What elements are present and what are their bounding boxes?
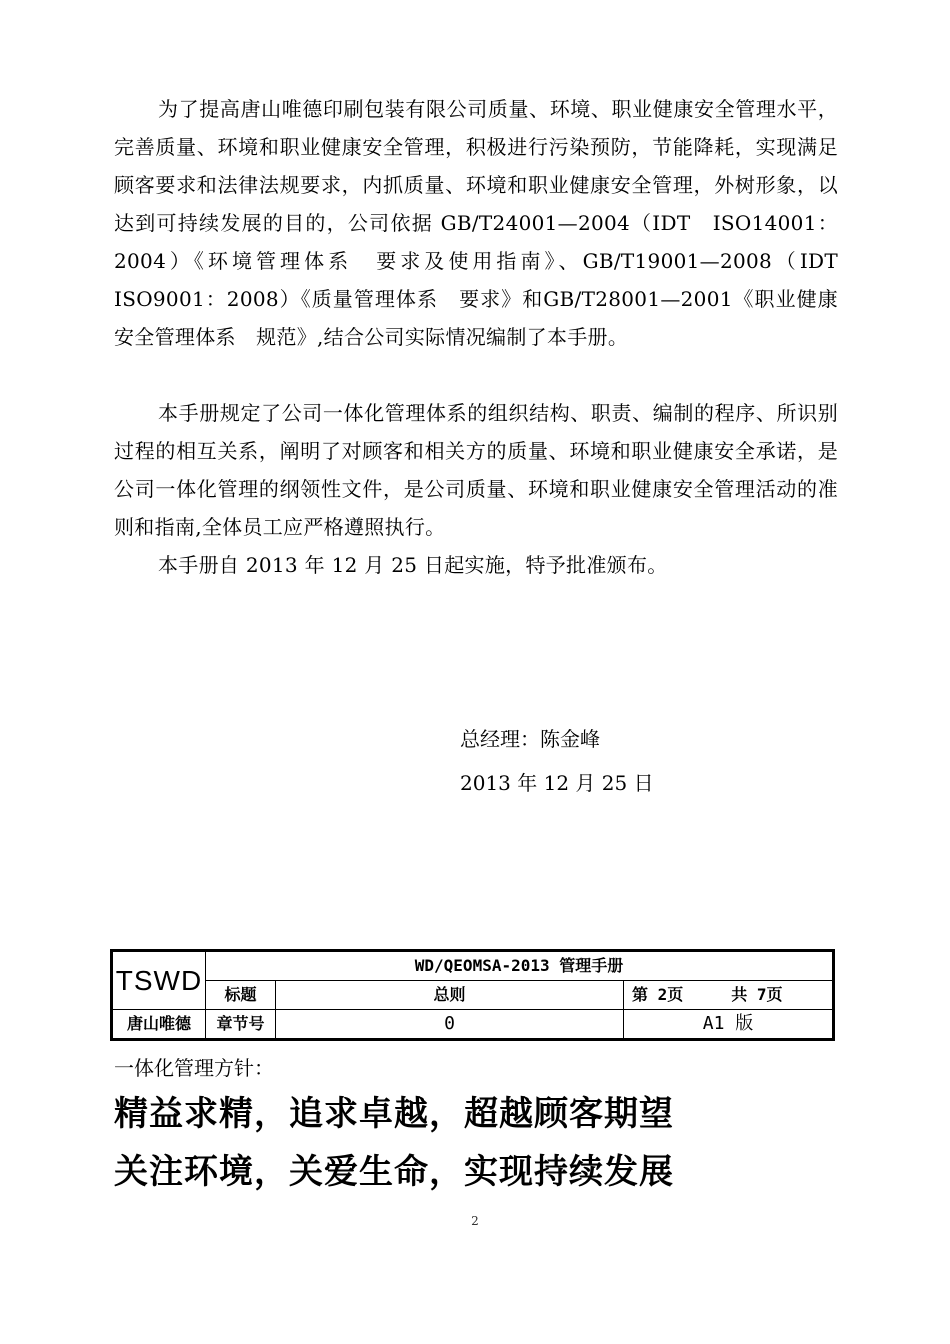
page-total: 共 7页 <box>731 985 783 1004</box>
document-header-table <box>110 949 835 1041</box>
tswd-logo: TSWD <box>112 951 206 1010</box>
scope-paragraph: 本手册规定了公司一体化管理体系的组织结构、职责、编制的程序、所识别过程的相互关系，阐明了对顾客和相关方的质量、环境和职业健康安全承诺，是公司一体化管理的纲领性文件，是公司质量、环境和职业健康安全管理活动的准则和指南,全体员工应严格遵照执行。 <box>114 401 838 539</box>
intro-paragraph: 为了提高唐山唯德印刷包装有限公司质量、环境、职业健康安全管理水平，完善质量、环境和职业健康安全管理，积极进行污染预防，节能降耗，实现满足顾客要求和法律法规要求，内抓质量、环境和职业健康安全管理，外树形象，以达到可持续发展的目的，公司依据 GB/T24001—2004（IDT ISO14001：2004）《环境管理体系 要求及使用指南》、GB/T19001—2008（IDT ISO9001：2008）《质量管理体系 要求》和GB/T28001—2001《职业健康安全管理体系 规范》,结合公司实际情况编制了本手册。 <box>114 97 859 349</box>
page-current: 第 2页 <box>632 985 684 1004</box>
signer-line: 总经理：陈金峰 <box>460 727 600 751</box>
chapter-value: 0 <box>276 1010 624 1040</box>
policy-line-1: 精益求精，追求卓越，超越顾客期望 <box>114 1094 674 1134</box>
policy-label: 一体化管理方针： <box>114 1056 274 1080</box>
version-value: A1 版 <box>624 1010 834 1040</box>
doc-title: WD/QEOMSA-2013 管理手册 <box>206 951 834 981</box>
title-label: 标题 <box>206 981 276 1010</box>
page-number: 2 <box>471 1214 479 1228</box>
signature-date: 2013 年 12 月 25 日 <box>460 771 654 795</box>
effective-date-paragraph: 本手册自 2013 年 12 月 25 日起实施，特予批准颁布。 <box>158 553 668 577</box>
policy-line-2: 关注环境，关爱生命，实现持续发展 <box>114 1152 674 1192</box>
chapter-label: 章节号 <box>206 1010 276 1040</box>
page-info <box>624 981 834 1010</box>
company-name: 唐山唯德 <box>112 1010 206 1040</box>
title-value: 总则 <box>276 981 624 1010</box>
